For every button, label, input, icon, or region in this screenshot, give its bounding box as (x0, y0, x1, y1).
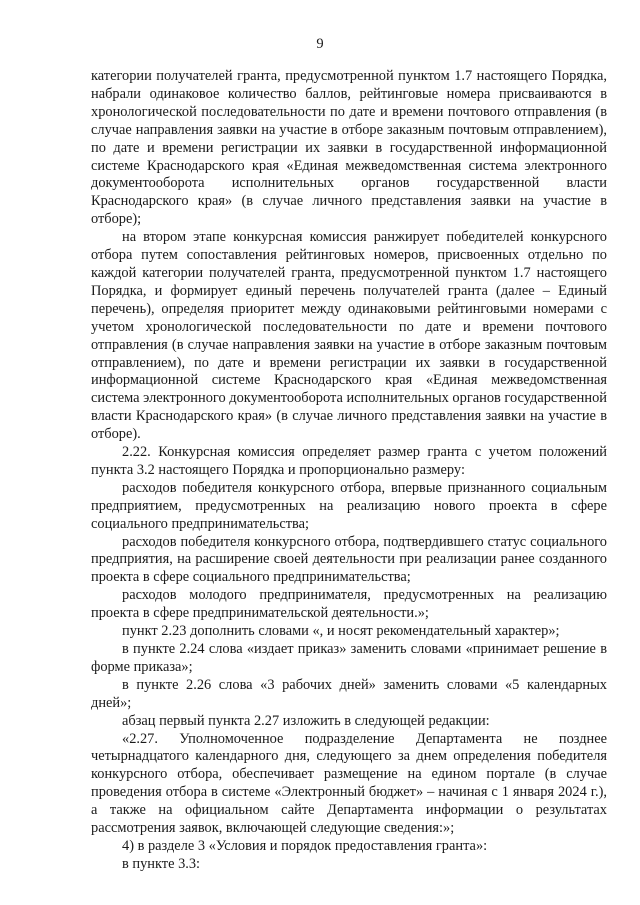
paragraph-expenses-young-entrepreneur: расходов молодого предпринимателя, предусмотренных на реализацию проекта в сфере предпринимательской деятельности.»; (91, 587, 607, 622)
paragraph-ranking-second-stage: на втором этапе конкурсная комиссия ранжирует победителей конкурсного отбора путем сопоставления рейтинговых номеров, присвоенных отдельно по каждой категории получателей гранта, предусмотренной пунктом 1.7 настоящего Порядка, и формирует единый перечень получателей гранта (далее – Единый перечень), определяя приоритет между одинаковыми рейтинговыми номерами с учетом хронологической последовательности по дате и времени почтового отправления (в случае направления заявки на участие в отборе заказным почтовым отправлением), по дате и времени регистрации их заявки в государственной информационной системе Краснодарского края «Единая межведомственная система электронного документооборота исполнительных органов государственной власти Краснодарского края» (в случае личного представления заявки на участие в отборе). (91, 229, 607, 443)
paragraph-amend-2-27-intro: абзац первый пункта 2.27 изложить в следующей редакции: (122, 712, 490, 729)
paragraph-2-27-new-text: «2.27. Уполномоченное подразделение Департамента не позднее четырнадцатого календарного дня, следующего за днем определения победителя конкурсного отбора, обеспечивает размещение на едином портале (в случае проведения отбора в системе «Электронный бюджет» – начиная с 1 января 2024 г.), а также на официальном сайте Департамента информации о результатах рассмотрения заявок, включающей следующие сведения:»; (91, 730, 607, 837)
paragraph-2-22: 2.22. Конкурсная комиссия определяет размер гранта с учетом положений пункта 3.2 настоящего Порядка и пропорционально размеру: (91, 444, 607, 478)
paragraph-point-3-3: в пункте 3.3: (122, 855, 201, 872)
paragraph-ranking-first-stage: категории получателей гранта, предусмотренной пунктом 1.7 настоящего Порядка, набрали одинаковое количество баллов, рейтинговые номера присваиваются в хронологической последовательности по дате и времени почтового отправления (в случае направления заявки на участие в отборе заказным почтовым отправлением), по дате и времени регистрации их заявки в государственной информационной системе Краснодарского края «Единая межведомственная система электронного документооборота исполнительных органов государственной власти Краснодарского края» (в случае личного представления заявки на участие в отборе); (91, 68, 607, 228)
document-body (91, 68, 607, 874)
paragraph-amend-2-26: в пункте 2.26 слова «3 рабочих дней» заменить словами «5 календарных дней»; (91, 676, 607, 711)
paragraph-amend-2-24: в пункте 2.24 слова «издает приказ» заменить словами «принимает решение в форме приказа»; (91, 641, 607, 675)
paragraph-section-3: 4) в разделе 3 «Условия и порядок предоставления гранта»: (122, 837, 488, 854)
paragraph-expenses-expansion: расходов победителя конкурсного отбора, подтвердившего статус социального предприятия, на расширение своей деятельности при реализации ранее созданного проекта в сфере социального предпринимательства; (91, 533, 607, 586)
paragraph-expenses-new-project: расходов победителя конкурсного отбора, впервые признанного социальным предприятием, предусмотренных на реализацию нового проекта в сфере социального предпринимательства; (91, 479, 607, 532)
page-number: 9 (316, 36, 324, 52)
paragraph-amend-2-23: пункт 2.23 дополнить словами «, и носят рекомендательный характер»; (122, 623, 560, 640)
